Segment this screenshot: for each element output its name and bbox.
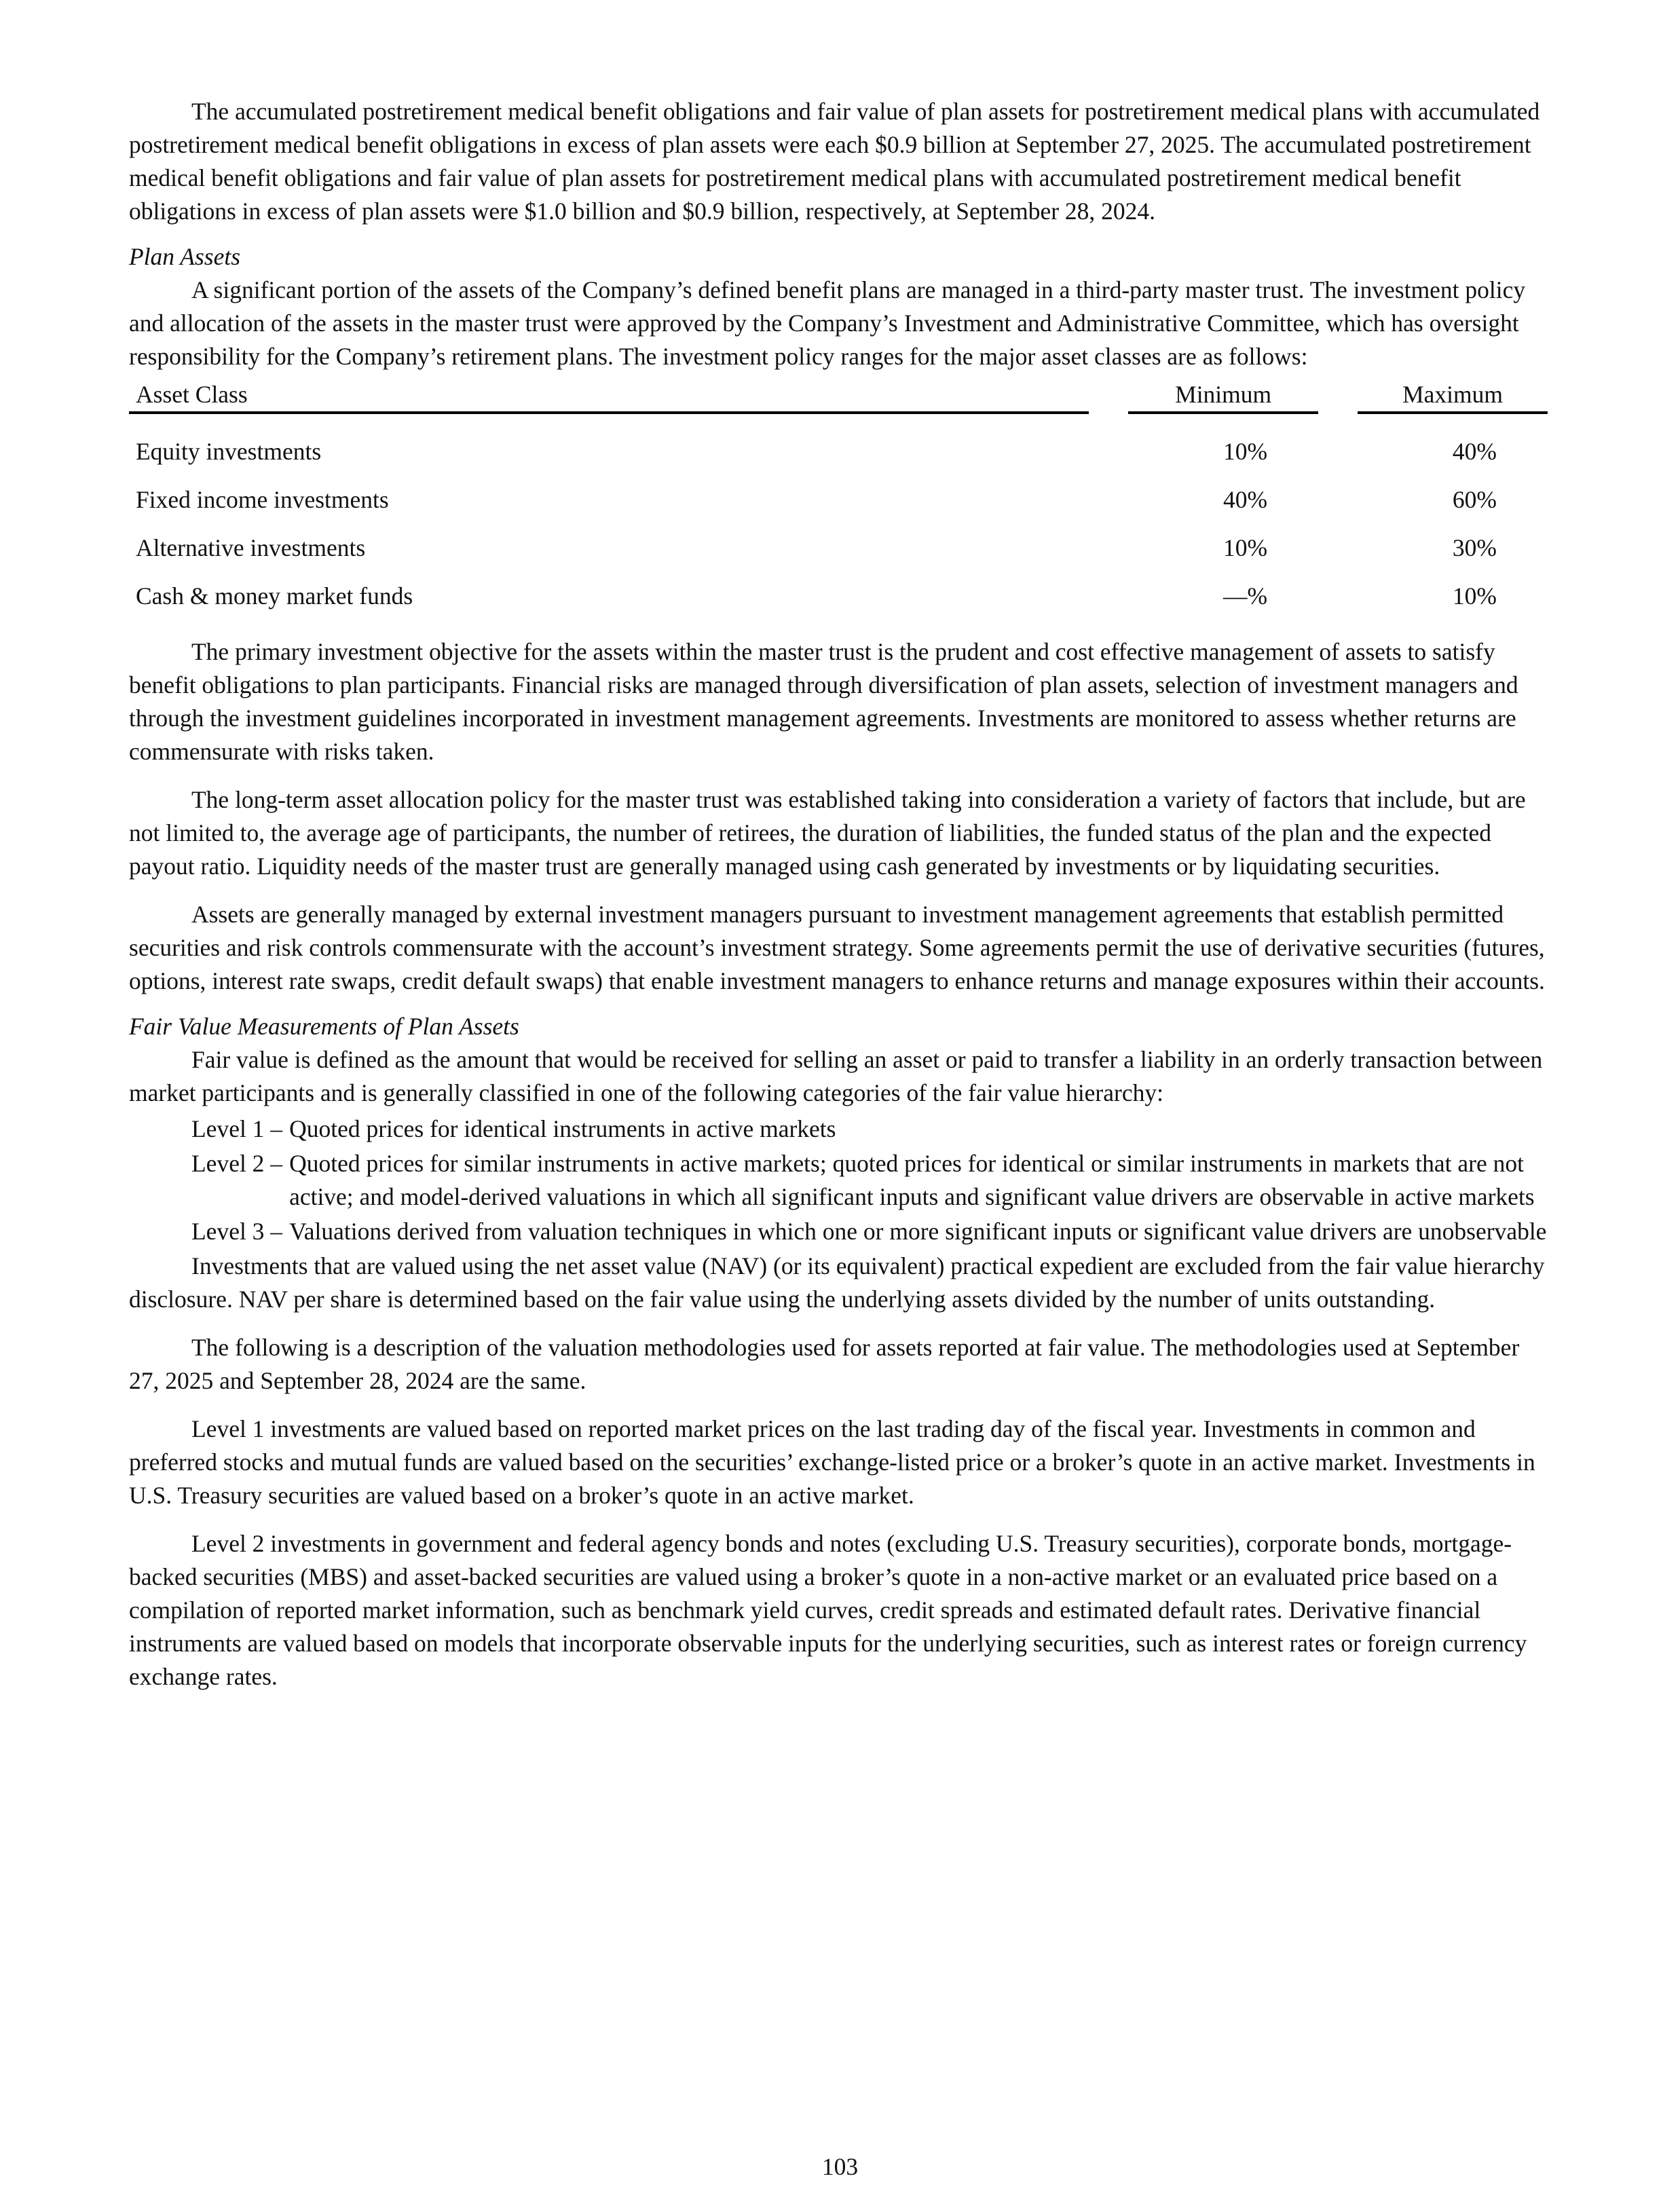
paragraph-nav-expedient: Investments that are valued using the net asset value (NAV) (or its equivalent) practical expedient are excluded from the fair value hierarchy disclosure. NAV per share is determined based on the fair value using the underlying assets divided by the number of units outstanding.	[129, 1252, 1545, 1313]
paragraph-fair-value-definition: Fair value is defined as the amount that would be received for selling an asset or paid to transfer a liability in an orderly transaction between market participants and is generally classified in one of the following categories of the fair value hierarchy:	[129, 1046, 1543, 1106]
asset-class-cell: Alternative investments	[136, 534, 366, 561]
table-row	[129, 524, 1548, 572]
asset-class-cell: Equity investments	[136, 438, 322, 465]
level-label: Level 2 –	[191, 1150, 283, 1177]
minimum-cell: 10%	[1223, 534, 1268, 561]
asset-class-cell: Cash & money market funds	[136, 582, 413, 610]
list-item	[129, 1112, 1548, 1146]
table-row	[129, 572, 1548, 620]
column-header-maximum: Maximum	[1358, 377, 1548, 414]
list-item	[129, 1215, 1548, 1248]
asset-class-cell: Fixed income investments	[136, 486, 389, 513]
fair-value-hierarchy-list	[129, 1112, 1548, 1248]
maximum-cell: 60%	[1452, 486, 1497, 513]
maximum-cell: 30%	[1452, 534, 1497, 561]
minimum-cell: —%	[1223, 582, 1268, 610]
paragraph-master-trust: A significant portion of the assets of the Company’s defined benefit plans are managed in a third-party master trust. The investment policy and allocation of the assets in the master trust were approved by the Company’s Investment and Administrative Committee, which has oversight responsibility for the Company’s retirement plans. The investment policy ranges for the major asset classes are as follows:	[129, 276, 1526, 370]
paragraph-investment-objective: The primary investment objective for the assets within the master trust is the prudent and cost effective management of assets to satisfy benefit obligations to plan participants. Financial risks are managed through diversification of plan assets, selection of investment managers and through the investment guidelines incorporated in investment management agreements. Investments are monitored to assess whether returns are commensurate with risks taken.	[129, 638, 1518, 765]
list-item	[129, 1147, 1548, 1214]
column-header-asset-class: Asset Class	[129, 377, 1089, 414]
level-label: Level 3 –	[191, 1218, 283, 1245]
level-description: Valuations derived from valuation techniques in which one or more significant inputs or significant value drivers are unobservable	[289, 1218, 1547, 1245]
paragraph-external-managers: Assets are generally managed by external investment managers pursuant to investment management agreements that establish permitted securities and risk controls commensurate with the account’s investment strategy. Some agreements permit the use of derivative securities (futures, options, interest rate swaps, credit default swaps) that enable investment managers to enhance returns and manage exposures within their accounts.	[129, 901, 1545, 994]
paragraph-valuation-methodologies: The following is a description of the valuation methodologies used for assets reported at fair value. The methodologies used at September 27, 2025 and September 28, 2024 are the same.	[129, 1334, 1520, 1394]
table-row	[129, 476, 1548, 524]
paragraph-level-1-investments: Level 1 investments are valued based on reported market prices on the last trading day of the fiscal year. Investments in common and preferred stocks and mutual funds are valued based on the securities’ exchange-listed price or a broker’s quote in an active market. Investments in U.S. Treasury securities are valued based on a broker’s quote in an active market.	[129, 1415, 1535, 1509]
level-label: Level 1 –	[191, 1115, 283, 1142]
paragraph-allocation-policy: The long-term asset allocation policy for the master trust was established taking into consideration a variety of factors that include, but are not limited to, the average age of participants, the number of retirees, the duration of liabilities, the funded status of the plan and the expected payout ratio. Liquidity needs of the master trust are generally managed using cash generated by investments or by liquidating securities.	[129, 786, 1526, 880]
column-header-minimum: Minimum	[1128, 377, 1318, 414]
minimum-cell: 10%	[1223, 438, 1268, 465]
level-description: Quoted prices for similar instruments in active markets; quoted prices for identical or similar instruments in markets that are not active; and model-derived valuations in which all significant inputs and significant value drivers are observable in active markets	[289, 1150, 1535, 1210]
page-number: 103	[821, 2153, 859, 2180]
maximum-cell: 40%	[1452, 438, 1497, 465]
minimum-cell: 40%	[1223, 486, 1268, 513]
maximum-cell: 10%	[1452, 582, 1497, 610]
table-row	[129, 414, 1548, 476]
level-description: Quoted prices for identical instruments in active markets	[289, 1115, 836, 1142]
paragraph-level-2-investments: Level 2 investments in government and federal agency bonds and notes (excluding U.S. Treasury securities), corporate bonds, mortgage-backed securities (MBS) and asset-backed securities are valued using a broker’s quote in a non-active market or an evaluated price based on a compilation of reported market information, such as benchmark yield curves, credit spreads and estimated default rates. Derivative financial instruments are valued based on models that incorporate observable inputs for the underlying securities, such as interest rates or foreign currency exchange rates.	[129, 1530, 1527, 1690]
heading-fair-value-measurements: Fair Value Measurements of Plan Assets	[129, 1013, 519, 1040]
table-header-row	[129, 377, 1548, 414]
investment-policy-table	[129, 377, 1548, 620]
paragraph-postretirement-obligations: The accumulated postretirement medical benefit obligations and fair value of plan assets for postretirement medical plans with accumulated postretirement medical benefit obligations in excess of plan assets were each $0.9 billion at September 27, 2025. The accumulated postretirement medical benefit obligations and fair value of plan assets for postretirement medical plans with accumulated postretirement medical benefit obligations in excess of plan assets were $1.0 billion and $0.9 billion, respectively, at September 28, 2024.	[129, 98, 1540, 225]
heading-plan-assets: Plan Assets	[129, 243, 241, 270]
document-page	[129, 95, 1548, 1694]
